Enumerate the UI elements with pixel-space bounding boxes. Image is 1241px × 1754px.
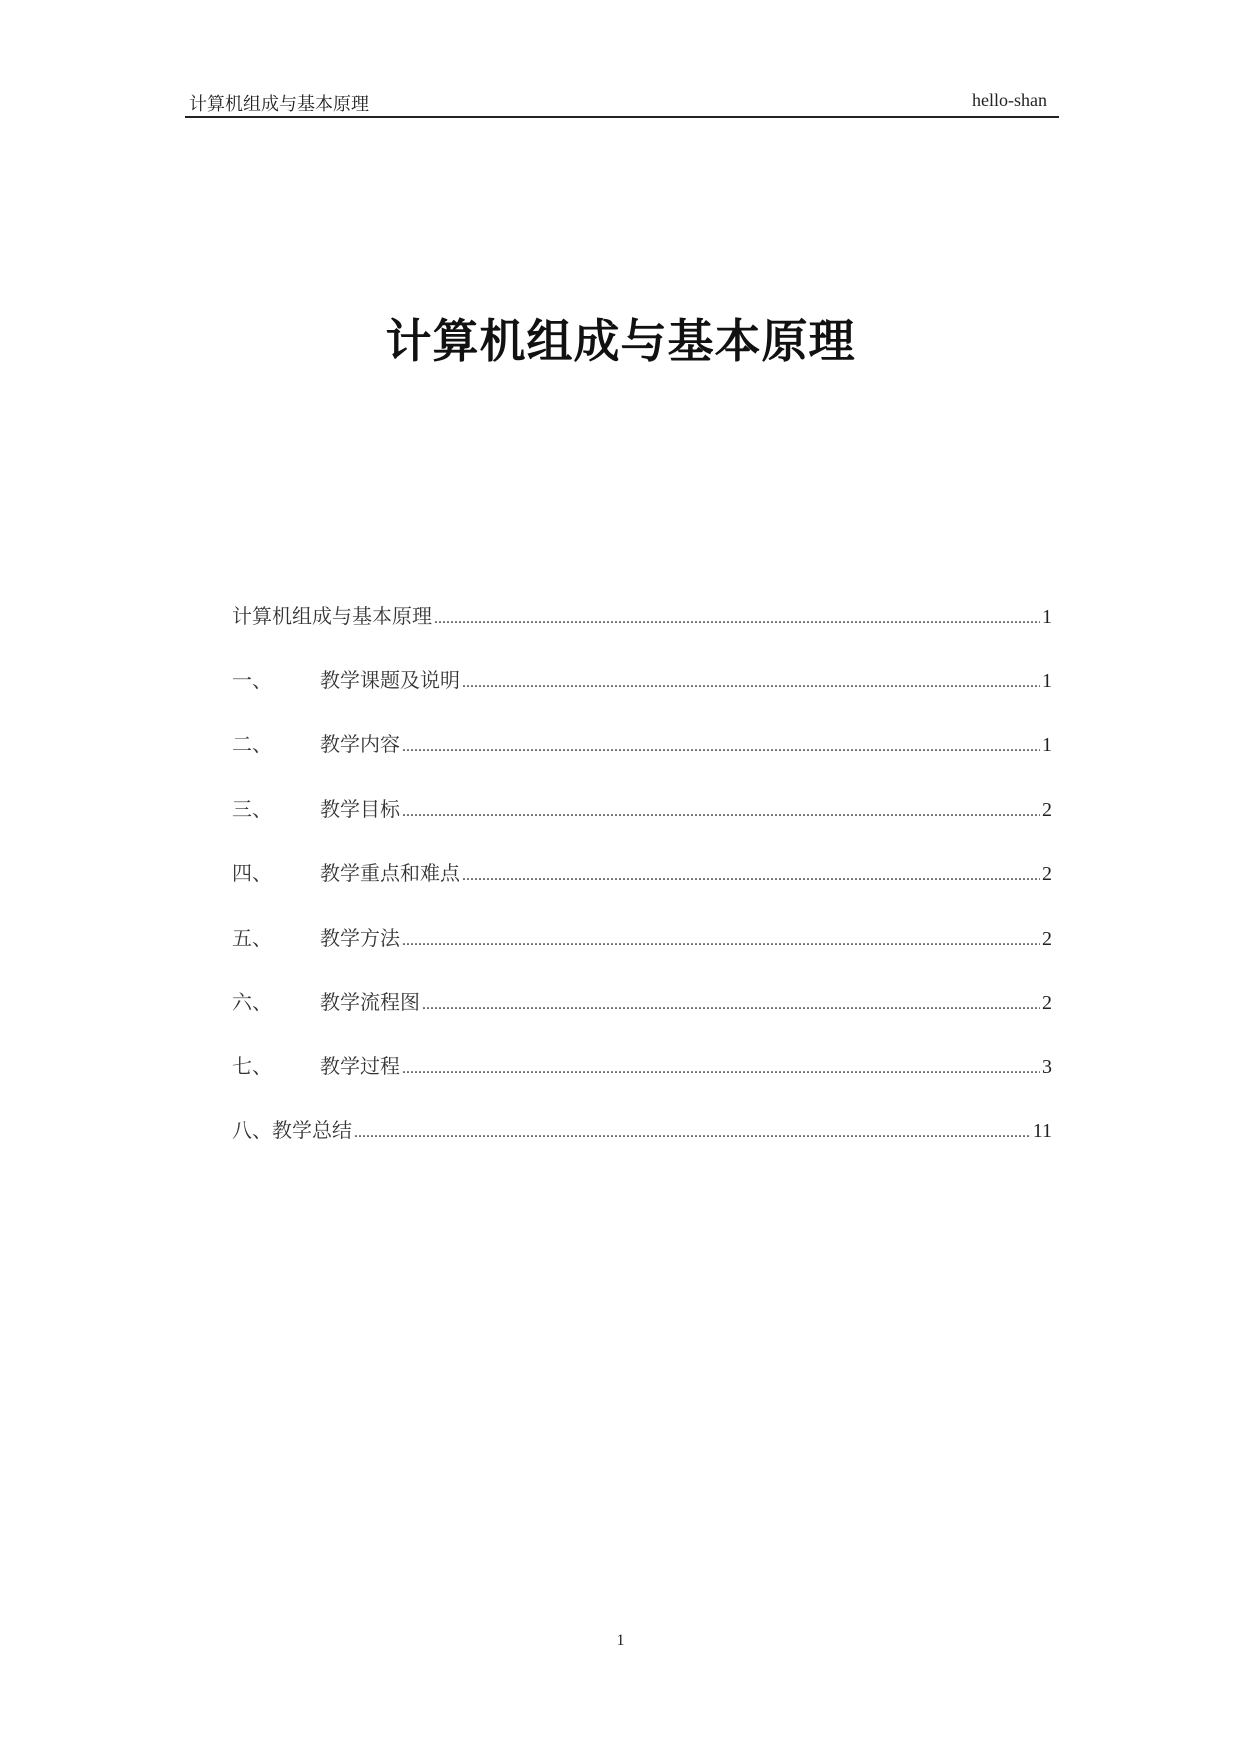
toc-dot-leader xyxy=(354,1124,1031,1142)
toc-entry-page: 11 xyxy=(1032,1120,1052,1142)
toc-entry[interactable] xyxy=(232,1114,1052,1144)
toc-entry-page: 3 xyxy=(1042,1056,1052,1078)
toc-dot-leader xyxy=(402,803,1040,821)
toc-dot-leader xyxy=(402,1060,1040,1078)
header-author: hello-shan xyxy=(972,90,1047,110)
toc-entry[interactable] xyxy=(232,922,1052,952)
toc-entry-number: 三、 xyxy=(232,797,272,821)
toc-entry[interactable] xyxy=(232,600,1052,630)
toc-entry-title: 教学重点和难点 xyxy=(320,861,460,885)
toc-entry-title: 计算机组成与基本原理 xyxy=(232,604,432,628)
toc-entry-page: 1 xyxy=(1042,670,1052,692)
toc-entry-title: 教学方法 xyxy=(320,926,400,950)
toc-entry[interactable] xyxy=(232,857,1052,887)
toc-dot-leader xyxy=(422,996,1040,1014)
toc-entry-title: 教学内容 xyxy=(320,732,400,756)
header-title: 计算机组成与基本原理 xyxy=(189,94,369,115)
toc-entry-page: 2 xyxy=(1042,799,1052,821)
toc-entry-title: 教学流程图 xyxy=(320,990,420,1014)
toc-dot-leader xyxy=(462,867,1040,885)
toc-entry[interactable] xyxy=(232,1050,1052,1080)
toc-entry-page: 2 xyxy=(1042,992,1052,1014)
toc-entry-page: 2 xyxy=(1042,928,1052,950)
toc-entry-number: 八、 xyxy=(232,1118,272,1142)
toc-entry-number: 六、 xyxy=(232,990,272,1014)
toc-entry-number: 二、 xyxy=(232,732,272,756)
toc-dot-leader xyxy=(462,674,1040,692)
toc-entry-number: 四、 xyxy=(232,861,272,885)
document-title: 计算机组成与基本原理 xyxy=(385,314,856,368)
toc-entry-title: 教学过程 xyxy=(320,1054,400,1078)
toc-dot-leader xyxy=(402,738,1040,756)
toc-entry-page: 1 xyxy=(1042,734,1052,756)
toc-entry[interactable] xyxy=(232,986,1052,1016)
toc-entry-title: 教学目标 xyxy=(320,797,400,821)
toc-entry-page: 1 xyxy=(1042,606,1052,628)
toc-entry-number: 五、 xyxy=(232,926,272,950)
toc-entry-page: 2 xyxy=(1042,863,1052,885)
toc-entry[interactable] xyxy=(232,664,1052,694)
toc-entry[interactable] xyxy=(232,793,1052,823)
toc-entry-number: 一、 xyxy=(232,668,272,692)
toc-entry-title: 教学课题及说明 xyxy=(320,668,460,692)
toc-entry-title: 教学总结 xyxy=(272,1118,352,1142)
page-number: 1 xyxy=(616,1632,625,1649)
toc-entry[interactable] xyxy=(232,728,1052,758)
toc-dot-leader xyxy=(402,932,1040,950)
page-header xyxy=(185,86,1059,118)
toc-dot-leader xyxy=(434,610,1040,628)
toc-entry-number: 七、 xyxy=(232,1054,272,1078)
